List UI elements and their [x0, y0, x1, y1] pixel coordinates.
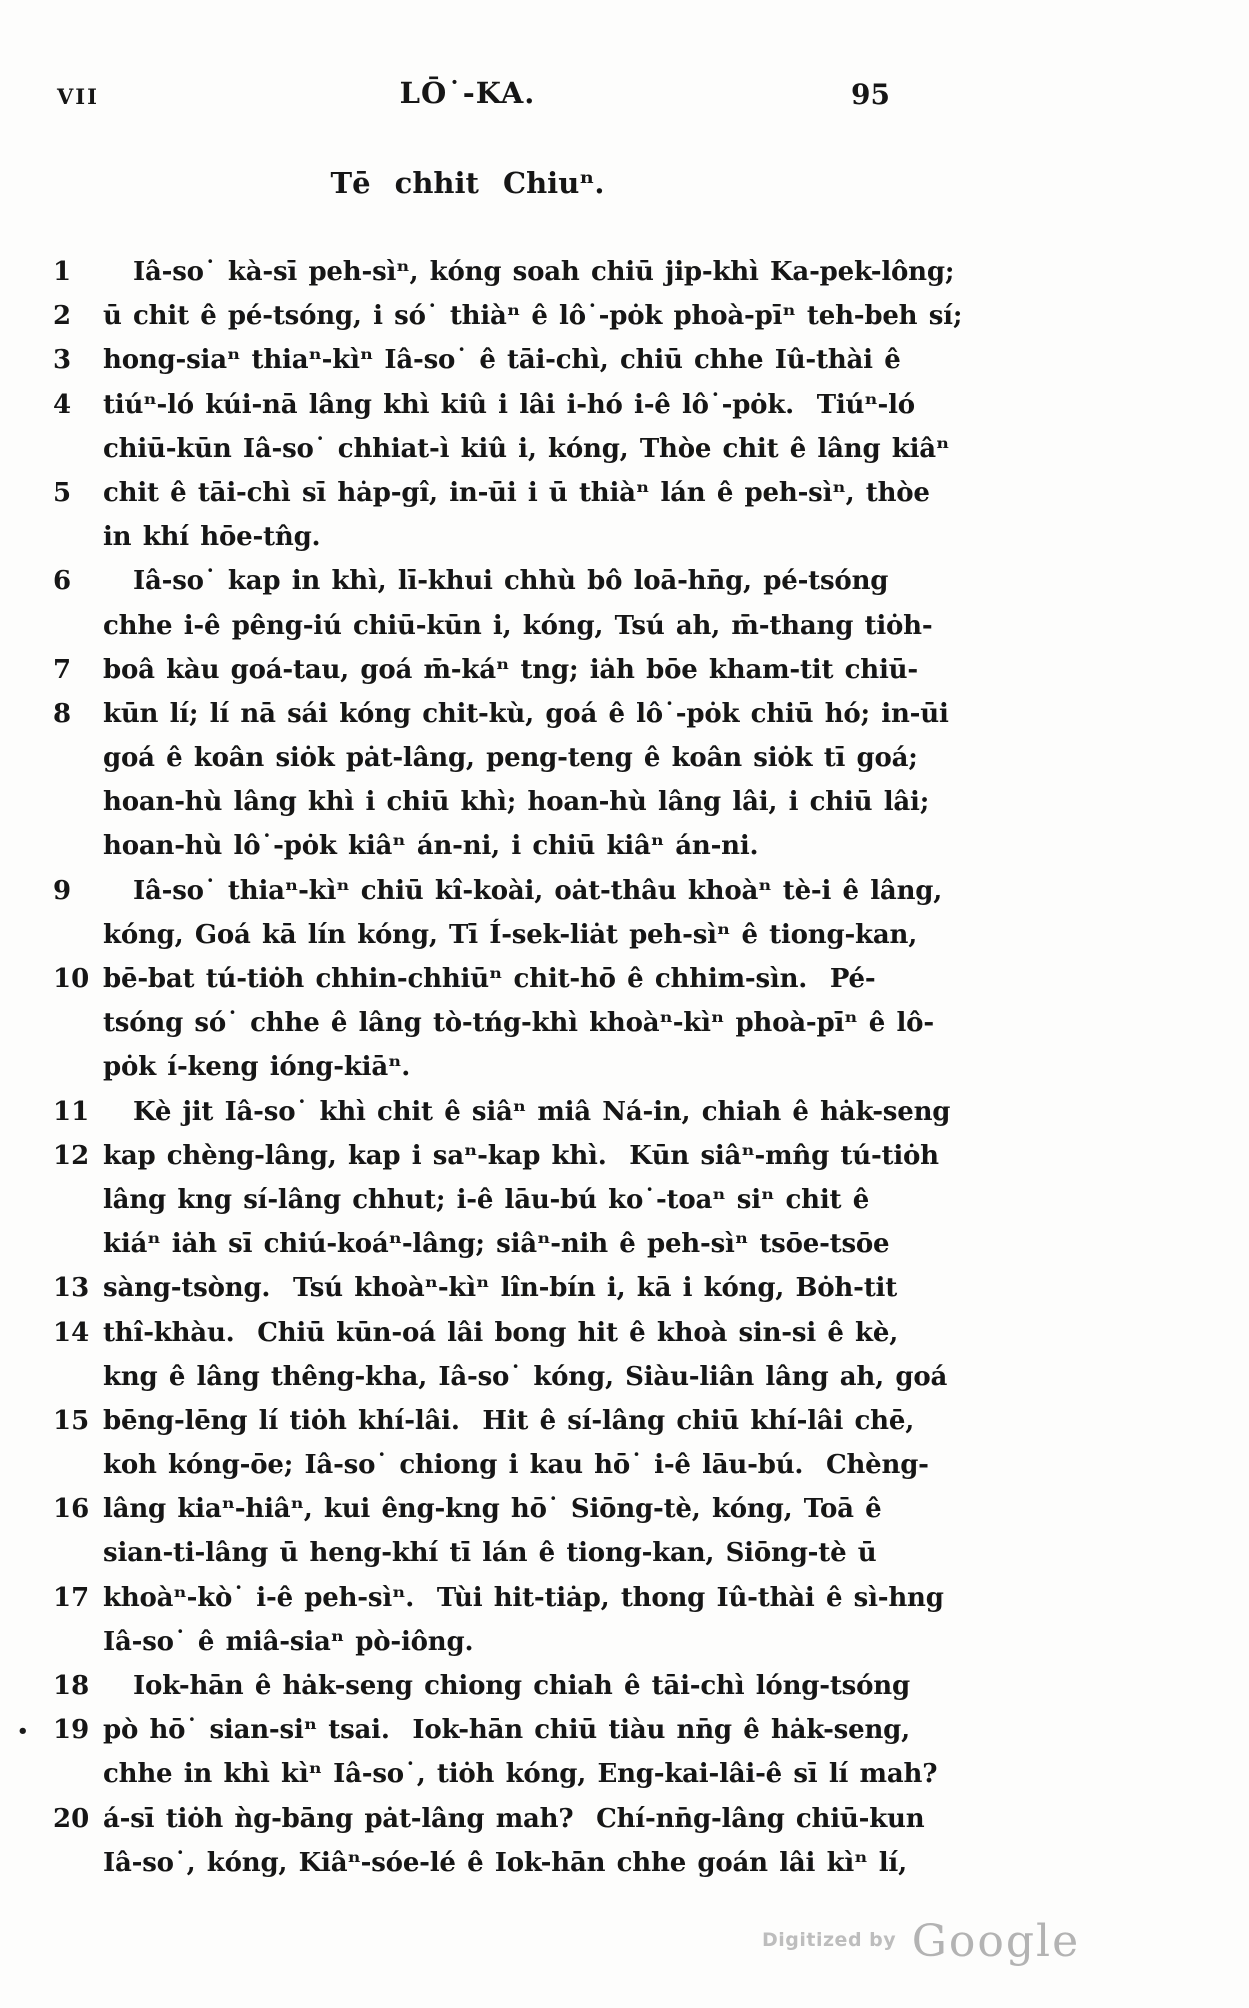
verse-line-text: bēng-lēng lí tiȯh khí-lâi. Hit ê sí-lâng chiū khí-lâi chē, — [103, 1405, 915, 1436]
verse-line — [45, 1224, 1245, 1268]
verse-line — [45, 296, 1245, 340]
digitized-by-label: Digitized by — [762, 1929, 897, 1951]
verse-line — [45, 1401, 1245, 1445]
verse-line — [45, 1754, 1245, 1798]
verse-number: 16 — [53, 1494, 90, 1525]
verse-line-text: thî-khàu. Chiū kūn-oá lâi bong hit ê khoà sin-si ê kè, — [103, 1317, 899, 1348]
verse-number: 11 — [53, 1096, 90, 1127]
verse-line — [45, 385, 1245, 429]
verse-line-text: lâng kng sí-lâng chhut; i-ê lāu-bú ko˙-toaⁿ siⁿ chit ê — [103, 1184, 870, 1215]
verse-line — [45, 650, 1245, 694]
verse-number: 7 — [53, 654, 72, 685]
verse-line-text: Iâ-so˙ kap in khì, lī-khui chhù bô loā-hn̄g, pé-tsóng — [133, 566, 889, 597]
chapter-heading: Tē chhit Chiuⁿ. — [330, 166, 605, 200]
section-folio: VII — [57, 84, 99, 109]
verse-line — [45, 1578, 1245, 1622]
verse-line-text: lâng kiaⁿ-hiâⁿ, kui êng-kng hō˙ Siōng-tè, kóng, Toā ê — [103, 1494, 882, 1525]
google-logo: Google — [911, 1916, 1081, 1967]
verse-line — [45, 252, 1245, 296]
verse-line — [45, 1357, 1245, 1401]
verse-line — [45, 517, 1245, 561]
verse-line-text: sàng-tsòng. Tsú khoàⁿ-kìⁿ lîn-bín i, kā i kóng, Bȯh-tit — [103, 1273, 898, 1304]
verse-line-text: sian-ti-lâng ū heng-khí tī lán ê tiong-kan, Siōng-tè ū — [103, 1538, 877, 1569]
verse-line — [45, 1003, 1245, 1047]
verse-line-text: kng ê lâng thêng-kha, Iâ-so˙ kóng, Siàu-liân lâng ah, goá — [103, 1361, 948, 1392]
verse-line — [45, 959, 1245, 1003]
verse-line-text: Iâ-so˙, kóng, Kiâⁿ-sóe-lé ê Iok-hān chhe goán lâi kìⁿ lí, — [103, 1847, 907, 1878]
verse-number: 13 — [53, 1273, 90, 1304]
page-number: 95 — [851, 78, 890, 111]
verse-number: 19 — [53, 1715, 90, 1746]
verse-line — [45, 1445, 1245, 1489]
running-title: LŌ˙-KA. — [399, 76, 536, 110]
verse-line — [45, 1313, 1245, 1357]
verse-number: 18 — [53, 1671, 90, 1701]
verse-line — [45, 1843, 1245, 1887]
verse-line-text: pò hō˙ sian-siⁿ tsai. Iok-hān chiū tiàu nn̄g ê hȧk-seng, — [103, 1715, 910, 1746]
verse-number: 17 — [53, 1582, 90, 1613]
verse-line-text: ū chit ê pé-tsóng, i só˙ thiàⁿ ê lô˙-pȯk phoà-pīⁿ teh-beh sí; — [103, 301, 963, 332]
verse-line-text: tsóng só˙ chhe ê lâng tò-tńg-khì khoàⁿ-kìⁿ phoà-pīⁿ ê lô- — [103, 1008, 934, 1039]
verse-line-text: Iâ-so˙ kà-sī peh-sìⁿ, kóng soah chiū jip-khì Ka-pek-lông; — [133, 257, 955, 287]
verse-line-text: boâ kàu goá-tau, goá m̄-káⁿ tng; iȧh bōe kham-tit chiū- — [103, 654, 918, 685]
verse-number: 12 — [53, 1140, 90, 1171]
verse-line-text: koh kóng-ōe; Iâ-so˙ chiong i kau hō˙ i-ê lāu-bú. Chèng- — [103, 1450, 929, 1481]
verse-number: 4 — [53, 389, 72, 420]
verse-line — [45, 1268, 1245, 1312]
verse-line — [45, 826, 1245, 870]
verse-line-text: Iâ-so˙ ê miâ-siaⁿ pò-iông. — [103, 1626, 474, 1657]
verse-line-text: kap chèng-lâng, kap i saⁿ-kap khì. Kūn siâⁿ-mn̂g tú-tiȯh — [103, 1140, 939, 1171]
verse-line-text: hong-siaⁿ thiaⁿ-kìⁿ Iâ-so˙ ê tāi-chì, chiū chhe Iû-thài ê — [103, 345, 901, 376]
verse-line — [45, 1136, 1245, 1180]
margin-bullet: • — [17, 1721, 29, 1743]
verse-line-text: Iok-hān ê hȧk-seng chiong chiah ê tāi-chì lóng-tsóng — [133, 1671, 910, 1701]
verse-text-block — [17, 252, 1245, 1887]
verse-line — [45, 694, 1245, 738]
page-header — [45, 76, 890, 116]
verse-line-text: goá ê koân siȯk pȧt-lâng, peng-teng ê koân siȯk tī goá; — [103, 743, 918, 774]
verse-line-text: pȯk í-keng ióng-kiāⁿ. — [103, 1052, 411, 1083]
verse-number: 14 — [53, 1317, 90, 1348]
verse-number: 6 — [53, 566, 72, 597]
verse-line-text: tiúⁿ-ló kúi-nā lâng khì kiû i lâi i-hó i-ê lô˙-pȯk. Tiúⁿ-ló — [103, 389, 915, 420]
verse-line-text: á-sī tiȯh ǹg-bāng pȧt-lâng mah? Chí-nn̄g-lâng chiū-kun — [103, 1803, 925, 1834]
verse-line — [45, 915, 1245, 959]
verse-number: 9 — [53, 875, 72, 906]
verse-line-text: kiáⁿ iȧh sī chiú-koáⁿ-lâng; siâⁿ-nih ê peh-sìⁿ tsōe-tsōe — [103, 1229, 890, 1260]
verse-line — [45, 1666, 1245, 1710]
verse-number: 10 — [53, 964, 90, 994]
verse-line-text: chhe i-ê pêng-iú chiū-kūn i, kóng, Tsú ah, m̄-thang tiȯh- — [103, 610, 933, 641]
verse-line — [45, 1622, 1245, 1666]
verse-line-text: khoàⁿ-kò˙ i-ê peh-sìⁿ. Tùi hit-tiȧp, thong Iû-thài ê sì-hng — [103, 1582, 944, 1613]
google-watermark — [762, 1916, 1080, 1967]
verse-line — [45, 1533, 1245, 1577]
verse-line-text: bē-bat tú-tiȯh chhin-chhiūⁿ chit-hō ê chhim-sìn. Pé- — [103, 964, 876, 994]
verse-line — [45, 561, 1245, 605]
verse-line-text: Kè jit Iâ-so˙ khì chit ê siâⁿ miâ Ná-in, chiah ê hȧk-seng — [133, 1096, 951, 1127]
verse-line — [45, 1047, 1245, 1091]
verse-line-text: kūn lí; lí nā sái kóng chit-kù, goá ê lô˙-pȯk chiū hó; in-ūi — [103, 698, 949, 729]
verse-line — [45, 738, 1245, 782]
verse-number: 20 — [53, 1803, 90, 1834]
verse-line-text: chhe in khì kìⁿ Iâ-so˙, tiȯh kóng, Eng-kai-lâi-ê sī lí mah? — [103, 1759, 938, 1790]
verse-number: 5 — [53, 477, 72, 508]
verse-line — [45, 782, 1245, 826]
verse-line — [45, 1180, 1245, 1224]
verse-line-text: chit ê tāi-chì sī hȧp-gî, in-ūi i ū thiàⁿ lán ê peh-sìⁿ, thòe — [103, 477, 930, 508]
verse-line-text: chiū-kūn Iâ-so˙ chhiat-ì kiû i, kóng, Thòe chit ê lâng kiâⁿ — [103, 433, 950, 464]
verse-number: 8 — [53, 698, 72, 729]
verse-line — [45, 1092, 1245, 1136]
verse-line — [17, 1710, 1245, 1754]
verse-line-text: Iâ-so˙ thiaⁿ-kìⁿ chiū kî-koài, oȧt-thâu khoàⁿ tè-i ê lâng, — [133, 875, 943, 906]
verse-line-text: hoan-hù lâng khì i chiū khì; hoan-hù lâng lâi, i chiū lâi; — [103, 787, 930, 818]
verse-line — [45, 340, 1245, 384]
verse-number: 1 — [53, 257, 72, 287]
verse-line — [45, 1489, 1245, 1533]
verse-line-text: hoan-hù lô˙-pȯk kiâⁿ án-ni, i chiū kiâⁿ án-ni. — [103, 831, 759, 862]
verse-number: 15 — [53, 1405, 90, 1436]
verse-line — [45, 1799, 1245, 1843]
verse-number: 3 — [53, 345, 72, 376]
verse-line — [45, 871, 1245, 915]
verse-line — [45, 429, 1245, 473]
verse-line — [45, 473, 1245, 517]
verse-line-text: kóng, Goá kā lín kóng, Tī Í-sek-liȧt peh-sìⁿ ê tiong-kan, — [103, 919, 918, 950]
verse-line — [45, 606, 1245, 650]
verse-line-text: in khí hōe-tn̂g. — [103, 522, 321, 553]
verse-number: 2 — [53, 301, 72, 332]
